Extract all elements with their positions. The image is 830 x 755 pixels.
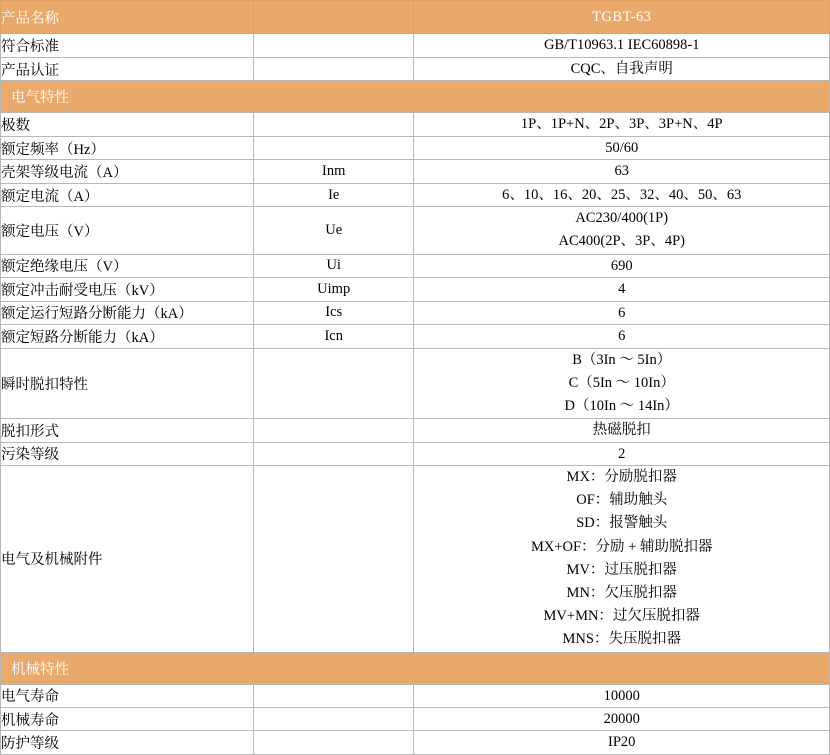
row-label: 额定频率（Hz）	[1, 136, 254, 159]
row-symbol: Ui	[253, 254, 414, 277]
table-row	[1, 684, 830, 707]
row-value: AC230/400(1P) AC400(2P、3P、4P)	[414, 207, 830, 254]
row-label: 壳架等级电流（A）	[1, 160, 254, 183]
row-label: 机械寿命	[1, 708, 254, 731]
row-label: 电气及机械附件	[1, 466, 254, 653]
row-value: 6	[414, 301, 830, 324]
row-symbol	[253, 34, 414, 57]
row-symbol: Ie	[253, 183, 414, 206]
row-label: 防护等级	[1, 731, 254, 754]
row-value: B（3In ～ 5In） C（5In ～ 10In） D（10In ～ 14In）	[414, 348, 830, 419]
row-label: 额定运行短路分断能力（kA）	[1, 301, 254, 324]
table-row	[1, 325, 830, 348]
row-label: 额定短路分断能力（kA）	[1, 325, 254, 348]
row-label: 脱扣形式	[1, 419, 254, 442]
table-row	[1, 348, 830, 419]
table-row	[1, 466, 830, 653]
row-label: 产品认证	[1, 57, 254, 80]
row-label: 极数	[1, 113, 254, 136]
row-value: 690	[414, 254, 830, 277]
row-value: 63	[414, 160, 830, 183]
table-row	[1, 207, 830, 254]
row-symbol: Ue	[253, 207, 414, 254]
row-symbol: Inm	[253, 160, 414, 183]
spec-table-body	[1, 1, 830, 755]
table-row	[1, 419, 830, 442]
table-row	[1, 442, 830, 465]
row-label: 电气寿命	[1, 684, 254, 707]
row-symbol	[253, 348, 414, 419]
row-value: 6、10、16、20、25、32、40、50、63	[414, 183, 830, 206]
row-label: 额定绝缘电压（V）	[1, 254, 254, 277]
row-value: CQC、自我声明	[414, 57, 830, 80]
table-row	[1, 160, 830, 183]
row-symbol	[253, 466, 414, 653]
table-row	[1, 34, 830, 57]
row-label: 额定电流（A）	[1, 183, 254, 206]
row-value: 50/60	[414, 136, 830, 159]
row-label: 污染等级	[1, 442, 254, 465]
row-symbol	[253, 1, 414, 34]
row-symbol	[253, 57, 414, 80]
row-label: 产品名称	[1, 1, 254, 34]
row-symbol	[253, 708, 414, 731]
table-row	[1, 731, 830, 754]
table-row	[1, 136, 830, 159]
table-header-row	[1, 1, 830, 34]
row-symbol	[253, 419, 414, 442]
row-symbol	[253, 731, 414, 754]
row-label: 额定冲击耐受电压（kV）	[1, 278, 254, 301]
table-row	[1, 278, 830, 301]
row-value: 20000	[414, 708, 830, 731]
row-value: 2	[414, 442, 830, 465]
row-label: 符合标准	[1, 34, 254, 57]
table-row	[1, 254, 830, 277]
row-symbol: Ics	[253, 301, 414, 324]
row-value: 10000	[414, 684, 830, 707]
row-label: 瞬时脱扣特性	[1, 348, 254, 419]
table-row	[1, 57, 830, 80]
row-value: 4	[414, 278, 830, 301]
row-value: TGBT-63	[414, 1, 830, 34]
row-value: 1P、1P+N、2P、3P、3P+N、4P	[414, 113, 830, 136]
row-symbol: Uimp	[253, 278, 414, 301]
table-row	[1, 113, 830, 136]
section-title: 机械特性	[1, 652, 830, 684]
table-row	[1, 708, 830, 731]
row-label: 额定电压（V）	[1, 207, 254, 254]
row-value: 6	[414, 325, 830, 348]
row-symbol	[253, 136, 414, 159]
row-value: IP20	[414, 731, 830, 754]
row-value: MX：分励脱扣器 OF：辅助触头 SD：报警触头 MX+OF：分励 + 辅助脱扣器 MV：过压脱扣器 MN：欠压脱扣器 MV+MN：过欠压脱扣器 MNS：失压脱扣器	[414, 466, 830, 653]
table-section-row	[1, 81, 830, 113]
row-symbol	[253, 684, 414, 707]
row-value: 热磁脱扣	[414, 419, 830, 442]
table-row	[1, 301, 830, 324]
row-value: GB/T10963.1 IEC60898-1	[414, 34, 830, 57]
row-symbol	[253, 113, 414, 136]
table-section-row	[1, 652, 830, 684]
row-symbol	[253, 442, 414, 465]
table-row	[1, 183, 830, 206]
row-symbol: Icn	[253, 325, 414, 348]
section-title: 电气特性	[1, 81, 830, 113]
